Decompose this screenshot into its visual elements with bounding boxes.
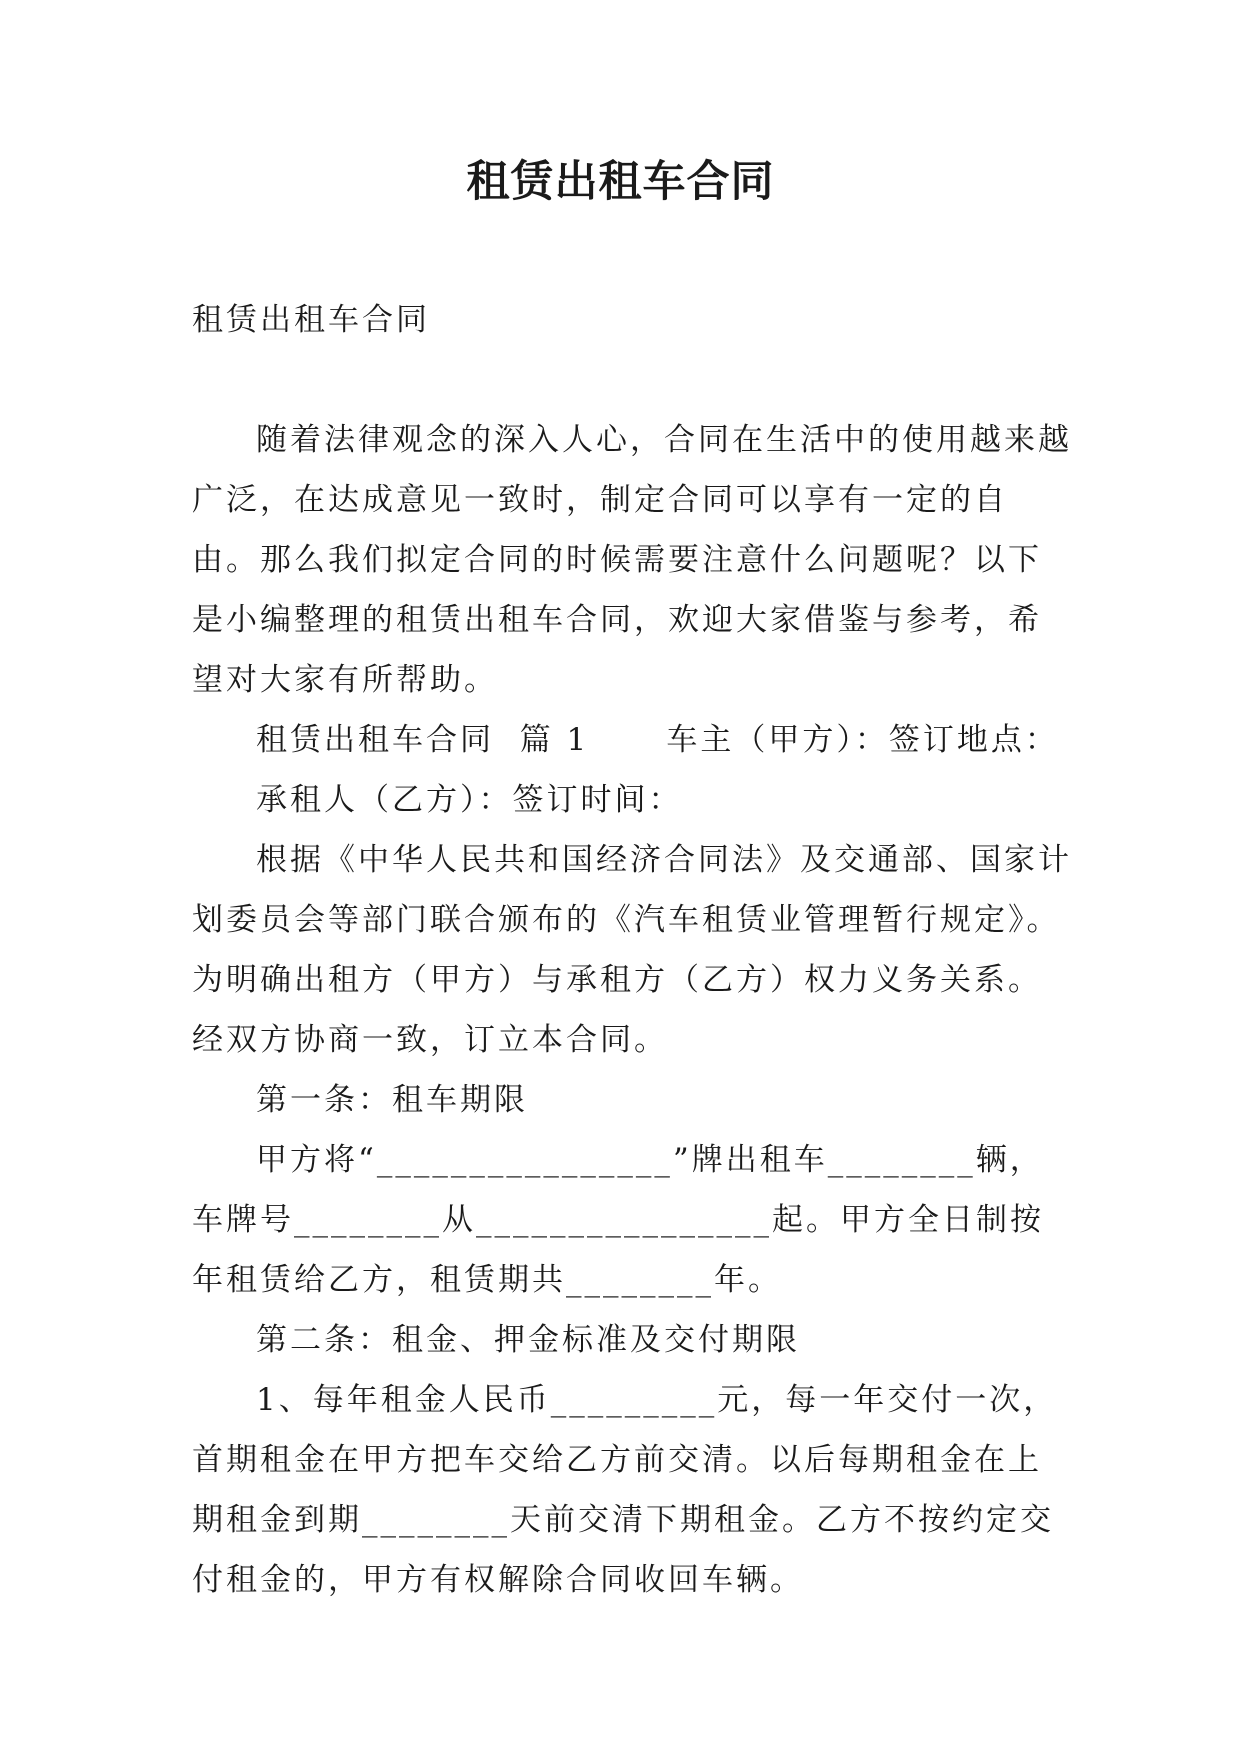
- legal-basis-paragraph: 根据《中华人民共和国经济合同法》及交通部、国家计划委员会等部门联合颁布的《汽车租赁业管理暂行规定》。为明确出租方（甲方）与承租方（乙方）权力义务关系。经双方协商一致，订立本合同。: [192, 842, 1072, 1058]
- document-subtitle: 租赁出租车合同: [192, 302, 430, 338]
- article-1-body: 甲方将“________________”牌出租车________辆，车牌号________从________________起。甲方全日制按年租赁给乙方，租赁期共________年。: [192, 1142, 1044, 1298]
- document-body: [192, 290, 1072, 1610]
- document-title: 租赁出租车合同: [466, 157, 775, 207]
- party-b-line: 承租人（乙方）：签订时间：: [256, 782, 683, 818]
- article-2-clause-1: 1、每年租金人民币_________元，每一年交付一次，首期租金在甲方把车交给乙方前交清。以后每期租金在上期租金到期________天前交清下期租金。乙方不按约定交付租金的，甲方有权解除合同收回车辆。: [192, 1382, 1058, 1598]
- intro-paragraph: 随着法律观念的深入人心，合同在生活中的使用越来越广泛，在达成意见一致时，制定合同可以享有一定的自由。那么我们拟定合同的时候需要注意什么问题呢？以下是小编整理的租赁出租车合同，欢迎大家借鉴与参考，希望对大家有所帮助。: [192, 422, 1072, 698]
- contract-heading-party-a: 租赁出租车合同 篇 1 车主（甲方）：签订地点：: [256, 722, 1059, 758]
- article-2-heading: 第二条：租金、押金标准及交付期限: [256, 1322, 800, 1358]
- article-1-heading: 第一条：租车期限: [256, 1082, 528, 1118]
